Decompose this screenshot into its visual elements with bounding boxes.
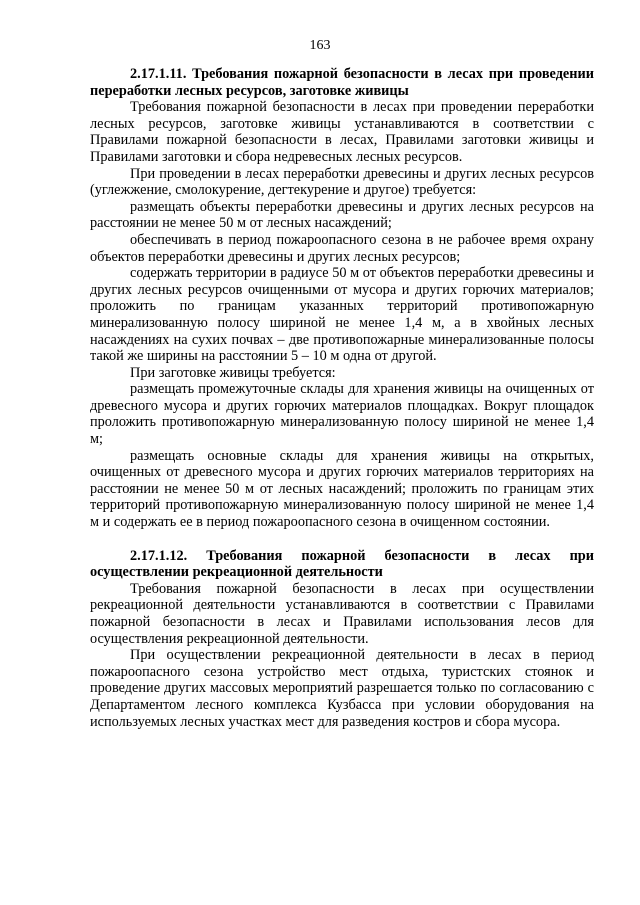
section-spacer (90, 531, 594, 548)
section-heading: 2.17.1.11. Требования пожарной безопасности в лесах при проведении переработки лесных ресурсов, заготовке живицы (90, 66, 594, 99)
paragraph: обеспечивать в период пожароопасного сезона в не рабочее время охрану объектов переработки древесины и других лесных ресурсов; (90, 231, 594, 265)
page-number: 163 (309, 38, 331, 53)
paragraph: размещать промежуточные склады для хранения живицы на очищенных от древесного мусора и других горючих материалов площадках. Вокруг площадок проложить противопожарную минерализованную полосу шириной не менее 1,4 м; (90, 381, 594, 448)
paragraph: размещать основные склады для хранения живицы на открытых, очищенных от древесного мусора и других горючих материалов территориях на расстоянии не менее 50 м от лесных насаждений; проложить по границам этих территорий противопожарную минерализованную полосу шириной не менее 1,4 м и содержать ее в период пожароопасного сезона в очищенном состоянии. (90, 447, 594, 531)
document-body (90, 66, 594, 730)
paragraph: При осуществлении рекреационной деятельности в лесах в период пожароопасного сезона устройство мест отдыха, туристских стоянок и проведение других массовых мероприятий разрешается только по согласованию с Департаментом лесного комплекса Кузбасса при условии оборудования на используемых лесных участках мест для разведения костров и сбора мусора. (90, 647, 594, 730)
paragraph: При проведении в лесах переработки древесины и других лесных ресурсов (углежжение, смолокурение, дегтекурение и другое) требуется: (90, 165, 594, 199)
paragraph: содержать территории в радиусе 50 м от объектов переработки древесины и других лесных ресурсов очищенными от мусора и других горючих материалов; проложить по границам указанных территорий противопожарную минерализованную полосу шириной не менее 1,4 м, а в хвойных лесных насаждениях на сухих почвах – две противопожарные минерализованные полосы такой же ширины на расстоянии 5 – 10 м одна от другой. (90, 265, 594, 365)
section-2-17-1-11 (90, 66, 594, 531)
section-heading: 2.17.1.12. Требования пожарной безопасности в лесах при осуществлении рекреационной деятельности (90, 547, 594, 581)
paragraph: Требования пожарной безопасности в лесах при проведении переработки лесных ресурсов, заготовке живицы устанавливаются в соответствии с Правилами пожарной безопасности в лесах, Правилами заготовки живицы и Правилами заготовки и сбора недревесных лесных ресурсов. (90, 99, 594, 165)
paragraph: При заготовке живицы требуется: (130, 364, 336, 381)
paragraph: размещать объекты переработки древесины и других лесных ресурсов на расстоянии не менее 50 м от лесных насаждений; (90, 198, 594, 232)
section-2-17-1-12 (90, 548, 594, 731)
paragraph: Требования пожарной безопасности в лесах при осуществлении рекреационной деятельности устанавливаются в соответствии с Правилами пожарной безопасности в лесах и Правилами использования лесов для осуществления рекреационной деятельности. (90, 580, 594, 647)
